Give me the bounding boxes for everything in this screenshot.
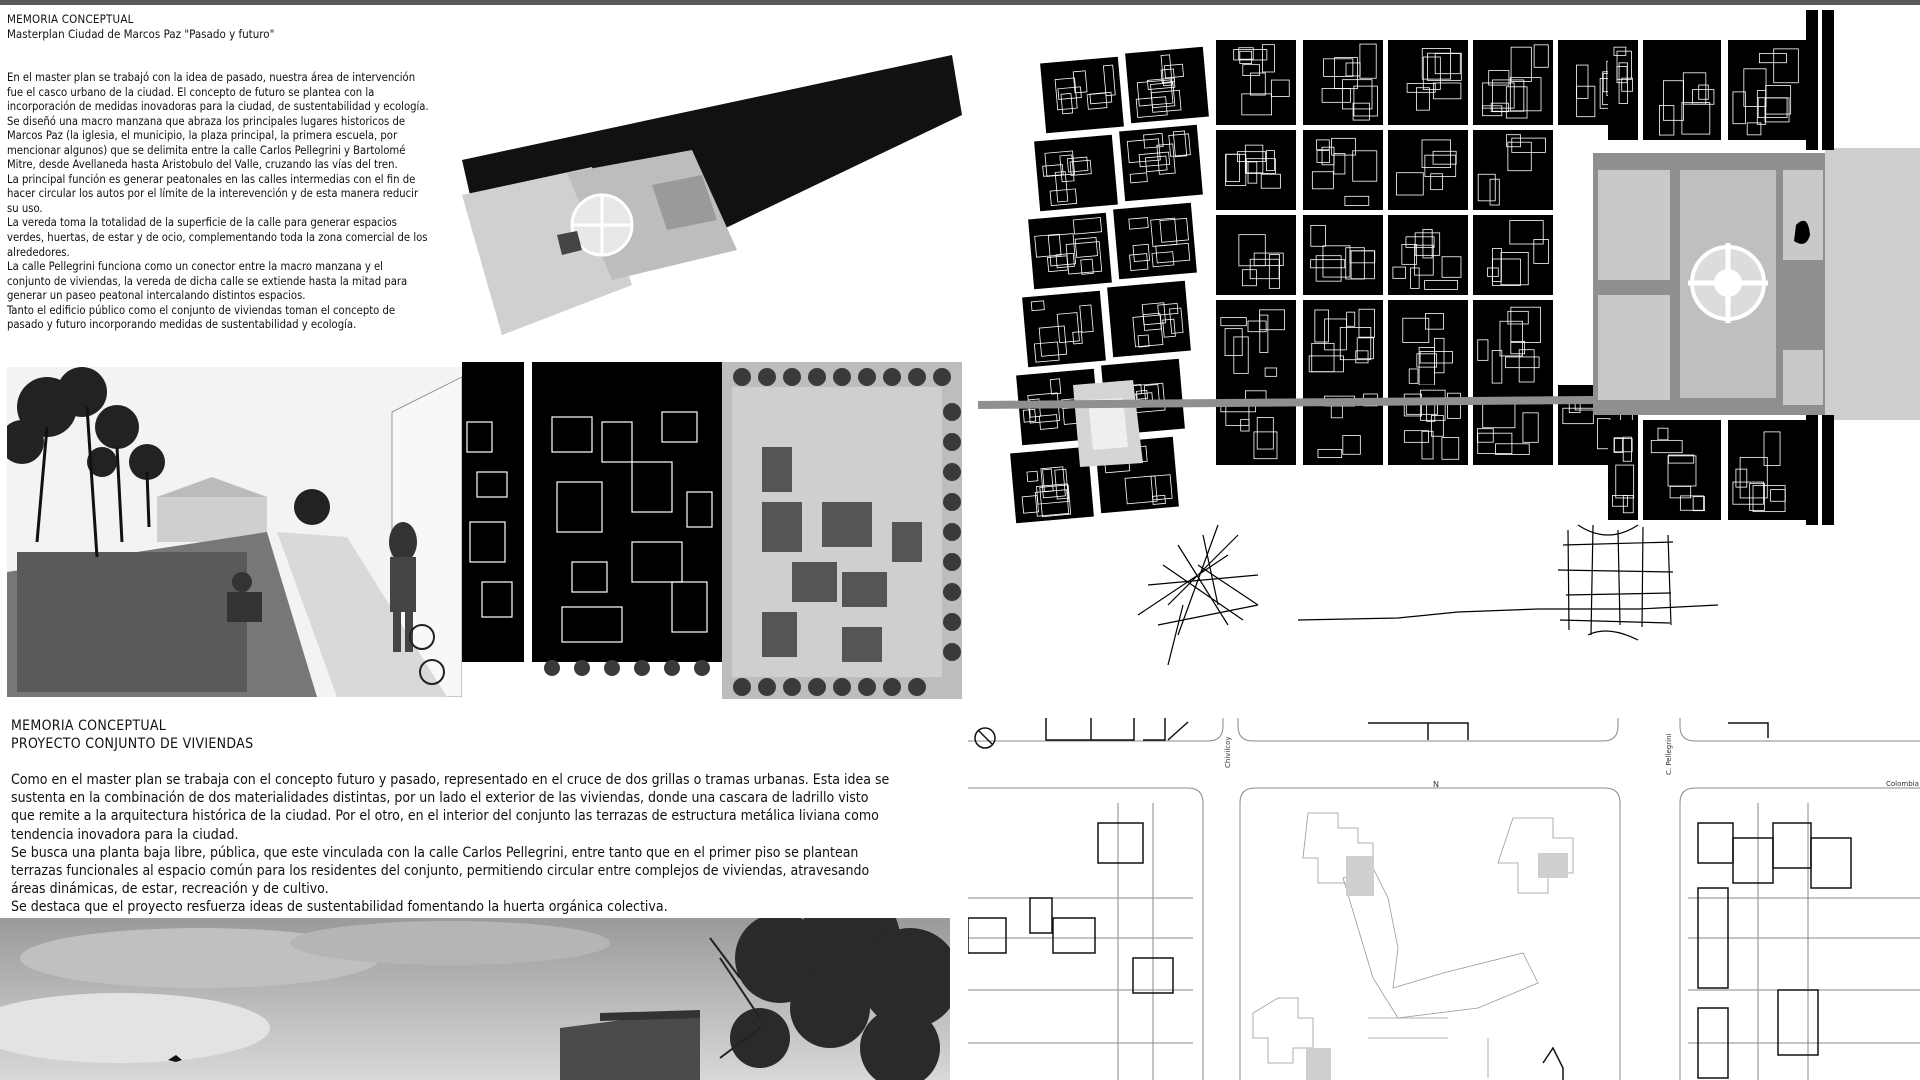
street-label-chivilcoy: Chivilcoy — [1224, 736, 1232, 768]
city-block — [1107, 281, 1191, 358]
masterplan-memoria-title: MEMORIA CONCEPTUAL — [7, 12, 134, 26]
site-plan-drawing — [968, 718, 1920, 1080]
city-block — [1216, 40, 1296, 125]
city-block — [1388, 215, 1468, 295]
city-block — [1643, 420, 1721, 520]
city-block — [1216, 300, 1296, 390]
city-block — [1303, 40, 1383, 125]
city-block — [1608, 40, 1638, 140]
city-block — [1216, 385, 1296, 465]
city-block — [1303, 300, 1383, 390]
city-block — [1728, 420, 1806, 520]
city-block — [1040, 57, 1124, 134]
city-block — [1388, 300, 1468, 390]
city-block — [1388, 40, 1468, 125]
north-arrow-icon: N — [1433, 780, 1439, 789]
city-block — [1388, 385, 1468, 465]
street-perspective — [7, 367, 462, 697]
street-label-colombia: Colombia — [1886, 780, 1919, 788]
city-block — [1303, 215, 1383, 295]
city-block — [1643, 40, 1721, 140]
masterplan-memoria-subtitle: Masterplan Ciudad de Marcos Paz "Pasado y futuro" — [7, 27, 275, 41]
city-block — [1473, 130, 1553, 210]
city-block — [1022, 291, 1106, 368]
plan-detail-view — [462, 362, 962, 699]
city-block — [1216, 130, 1296, 210]
masterplan-memoria-body: En el master plan se trabajó con la idea de pasado, nuestra área de intervención fue el casco urbano de la ciudad. El concepto de futuro se plantea con la incorporación de medidas inovadoras para la ciudad, de sustentabilidad y ecología. Se diseñó una macro manzana que abraza los principales lugares historicos de Marcos Paz (la iglesia, el municipio, la plaza principal, la primera escuela, por mencionar algunos) que se delimita entre la calle Carlos Pellegrini y Bartolomé Mitre, desde Avellaneda hasta Aristobulo del Valle, cruzando las vías del tren. La principal función es generar peatonales en las calles intermedias con el fin de hacer circular los autos por el límite de la interevención y de esta manera reducir su uso. La vereda toma la totalidad de la superficie de la calle para generar espacios verdes, huertas, de estar y de ocio, complementando toda la zona comercial de los alrededores. La calle Pellegrini funciona como un conector entre la macro manzana y el conjunto de viviendas, la vereda de dicha calle se extiende hasta la mitad para generar un paseo peatonal intercalando distintos espacios. Tanto el edificio público como el conjunto de viviendas toman el concepto de pasado y futuro incorporando medidas de sustentabilidad y ecología. — [7, 71, 429, 332]
street-label-pellegrini: C. Pellegrini — [1665, 733, 1673, 775]
city-block — [1125, 47, 1209, 124]
viviendas-memoria-subtitle: PROYECTO CONJUNTO DE VIVIENDAS — [11, 736, 254, 752]
city-block — [1028, 213, 1112, 290]
city-block — [1303, 385, 1383, 465]
city-block — [1034, 135, 1118, 212]
city-block — [1728, 40, 1806, 140]
city-block — [1608, 420, 1638, 520]
exterior-photo — [0, 918, 950, 1080]
city-block — [1473, 215, 1553, 295]
viviendas-memoria-title: MEMORIA CONCEPTUAL — [11, 718, 167, 734]
city-block — [1473, 40, 1553, 125]
city-block — [1216, 215, 1296, 295]
masterplan-drawing — [968, 5, 1920, 715]
city-block — [1113, 203, 1197, 280]
city-block — [1119, 125, 1203, 202]
axonometric-view — [462, 55, 962, 335]
city-block — [1303, 130, 1383, 210]
city-block — [1473, 300, 1553, 390]
viviendas-memoria-body: Como en el master plan se trabaja con el concepto futuro y pasado, representado en el cruce de dos grillas o tramas urbanas. Esta idea se sustenta en la combinación de dos materialidades distintas, por un lado el exterior de las viviendas, donde una cascara de ladrillo visto que remite a la arquitectura histórica de la ciudad. Por el otro, en el interior del conjunto las terrazas de estructura metálica liviana como tendencia inovadora para la ciudad. Se busca una planta baja libre, pública, que este vinculada con la calle Carlos Pellegrini, entre tanto que en el primer piso se plantean terrazas funcionales al espacio común para los residentes del conjunto, permitiendo circular entre complejos de viviendas, atravesando áreas dinámicas, de estar, recreación y de cultivo. Se destaca que el proyecto resfuerza ideas de sustentabilidad fomentando la huerta orgánica colectiva. — [11, 772, 890, 916]
city-block — [1388, 130, 1468, 210]
